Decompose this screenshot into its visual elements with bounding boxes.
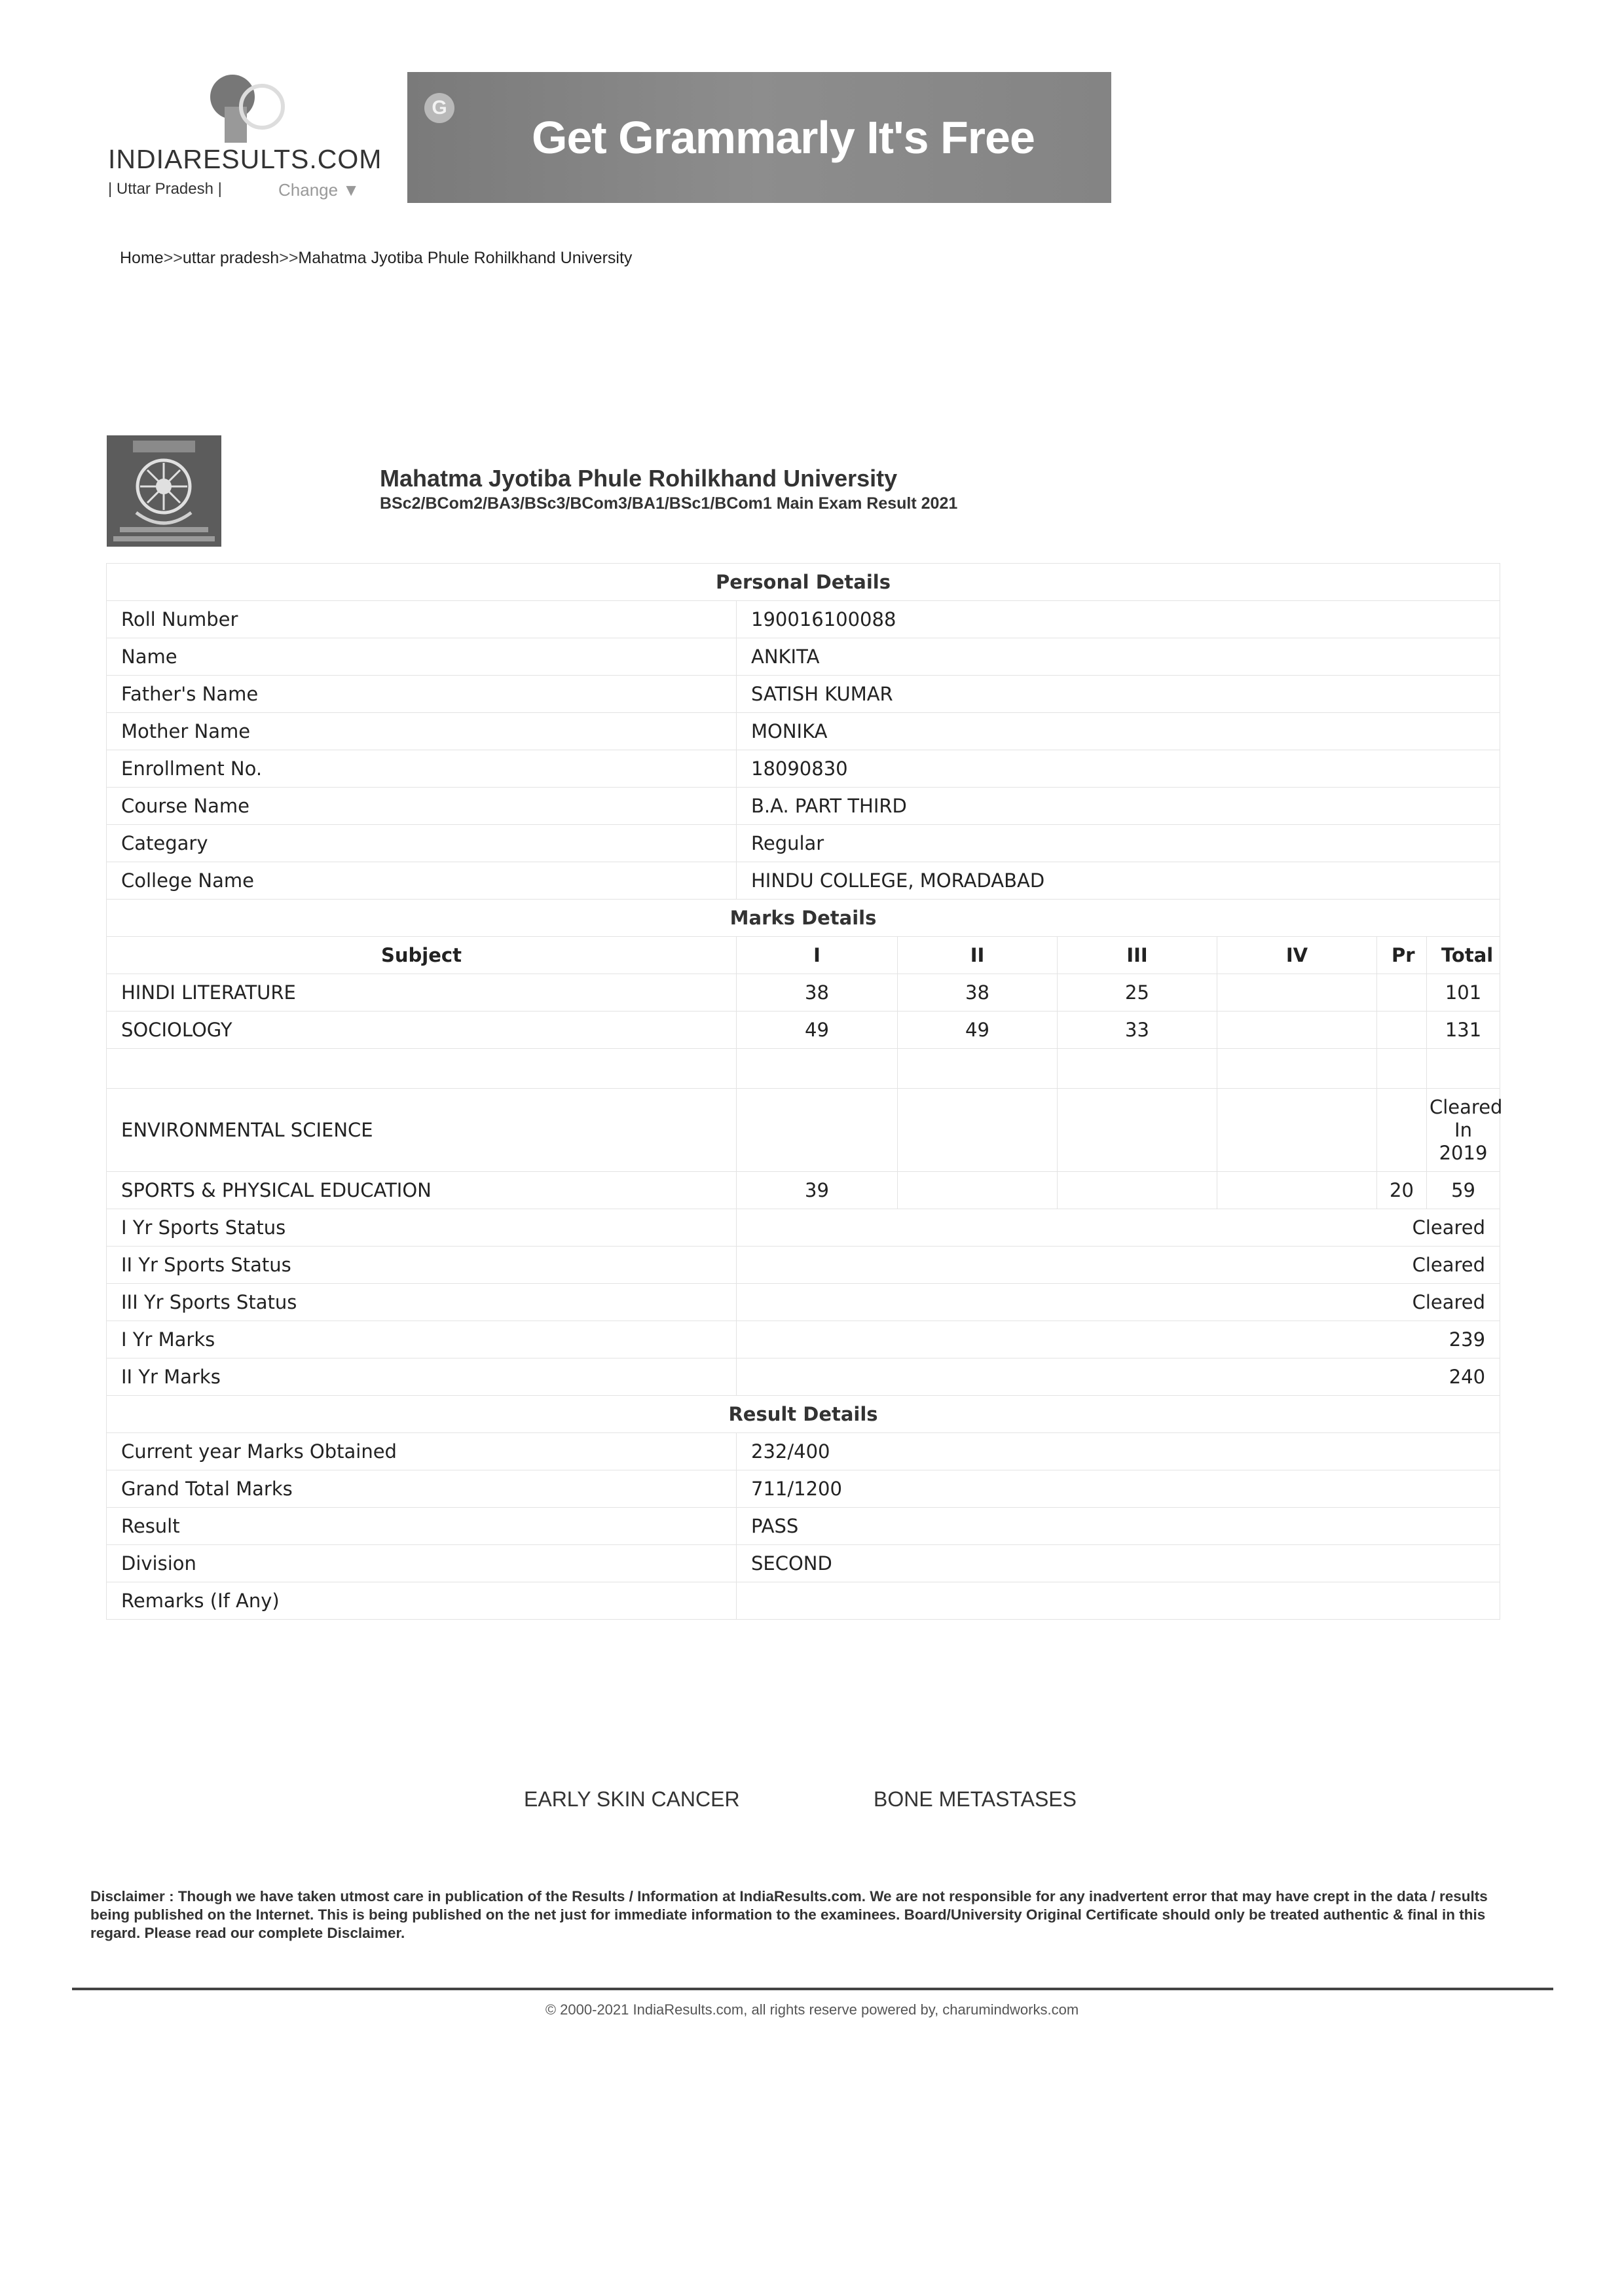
mark-pr: 20 — [1377, 1172, 1427, 1209]
status-label: II Yr Sports Status — [107, 1247, 737, 1284]
subject-name: SPORTS & PHYSICAL EDUCATION — [107, 1172, 737, 1209]
copyright-text: © 2000-2021 IndiaResults.com, all rights reserve powered by, charumindworks.com — [545, 2001, 1079, 2018]
field-value: 232/400 — [737, 1433, 1500, 1470]
field-label: Roll Number — [107, 601, 737, 638]
empty-row — [107, 1049, 1500, 1089]
logo-text: INDIARESULTS.COM — [108, 144, 382, 174]
empty-cell — [1058, 1049, 1217, 1089]
mark-iv — [1217, 974, 1377, 1011]
mark-ii: 38 — [898, 974, 1058, 1011]
env-status-line: Cleared — [1430, 1095, 1503, 1118]
field-label: Mother Name — [107, 713, 737, 750]
personal-details-heading: Personal Details — [107, 564, 1500, 601]
breadcrumb — [120, 249, 632, 268]
breadcrumb-state[interactable]: uttar pradesh — [182, 249, 280, 267]
column-header-iii: III — [1058, 937, 1217, 974]
personal-row-mother-name — [107, 713, 1500, 750]
subject-row — [107, 974, 1500, 1011]
mark-i: 38 — [737, 974, 898, 1011]
field-value: SATISH KUMAR — [737, 676, 1500, 713]
status-label: I Yr Sports Status — [107, 1209, 737, 1247]
field-value: 190016100088 — [737, 601, 1500, 638]
personal-row-name — [107, 638, 1500, 676]
field-value — [737, 1582, 1500, 1620]
empty-cell — [1058, 1172, 1217, 1209]
empty-cell — [1058, 1089, 1217, 1172]
empty-cell — [898, 1172, 1058, 1209]
field-label: College Name — [107, 862, 737, 900]
disclaimer-text: Disclaimer : Though we have taken utmost care in publication of the Results / Information at IndiaResults.com. We are not responsible for any inadvertent error that may have crept in the data / results being published on the Internet. This is being published on the net just for immediate information to the examinees. Board/University Original Certificate should only be treated authentic & final in this regard. Please read our complete Disclaimer. — [90, 1888, 1488, 1941]
field-label: Remarks (If Any) — [107, 1582, 737, 1620]
change-state-link[interactable]: Change ▼ — [278, 180, 360, 200]
mark-i: 39 — [737, 1172, 898, 1209]
mark-i: 49 — [737, 1011, 898, 1049]
result-row-grand-total — [107, 1470, 1500, 1508]
link-bone-metastases[interactable]: BONE METASTASES — [874, 1787, 1077, 1811]
result-row-current-marks — [107, 1433, 1500, 1470]
field-label: Enrollment No. — [107, 750, 737, 788]
personal-row-enrollment — [107, 750, 1500, 788]
field-value: PASS — [737, 1508, 1500, 1545]
field-value: B.A. PART THIRD — [737, 788, 1500, 825]
field-value: HINDU COLLEGE, MORADABAD — [737, 862, 1500, 900]
status-row — [107, 1284, 1500, 1321]
field-value: 18090830 — [737, 750, 1500, 788]
subject-name: HINDI LITERATURE — [107, 974, 737, 1011]
result-details-heading-row — [107, 1396, 1500, 1433]
personal-row-course — [107, 788, 1500, 825]
column-header-ii: II — [898, 937, 1058, 974]
empty-cell — [1217, 1172, 1377, 1209]
mark-ii: 49 — [898, 1011, 1058, 1049]
empty-cell — [1427, 1049, 1500, 1089]
column-header-subject: Subject — [107, 937, 737, 974]
field-value: SECOND — [737, 1545, 1500, 1582]
subject-name: SOCIOLOGY — [107, 1011, 737, 1049]
env-status-line: In — [1454, 1118, 1472, 1141]
column-header-i: I — [737, 937, 898, 974]
university-title: Mahatma Jyotiba Phule Rohilkhand University — [380, 465, 898, 492]
field-value: 711/1200 — [737, 1470, 1500, 1508]
site-logo[interactable] — [105, 62, 382, 206]
field-value: Regular — [737, 825, 1500, 862]
grammarly-ad-banner[interactable] — [407, 72, 1111, 203]
mark-iii: 25 — [1058, 974, 1217, 1011]
breadcrumb-university[interactable]: Mahatma Jyotiba Phule Rohilkhand University — [298, 249, 633, 267]
result-details-heading: Result Details — [107, 1396, 1500, 1433]
empty-cell — [898, 1089, 1058, 1172]
status-label: I Yr Marks — [107, 1321, 737, 1358]
university-logo-icon — [107, 435, 221, 547]
ad-text: Get Grammarly It's Free — [532, 112, 1035, 163]
status-label: III Yr Sports Status — [107, 1284, 737, 1321]
logo-mark-icon — [206, 67, 285, 146]
result-table — [106, 563, 1503, 1620]
field-label: Categary — [107, 825, 737, 862]
result-row-remarks — [107, 1582, 1500, 1620]
subject-row — [107, 1011, 1500, 1049]
field-label: Name — [107, 638, 737, 676]
empty-cell — [1377, 1089, 1427, 1172]
marks-details-heading: Marks Details — [107, 900, 1500, 937]
mark-total: 101 — [1427, 974, 1500, 1011]
field-label: Result — [107, 1508, 737, 1545]
grammarly-g-icon: G — [424, 93, 454, 123]
env-status-line: 2019 — [1439, 1141, 1488, 1164]
breadcrumb-home[interactable]: Home — [120, 249, 164, 267]
mark-pr — [1377, 1011, 1427, 1049]
field-label: Current year Marks Obtained — [107, 1433, 737, 1470]
personal-row-college — [107, 862, 1500, 900]
breadcrumb-separator: >> — [279, 249, 299, 267]
status-value: 239 — [737, 1321, 1500, 1358]
link-early-skin-cancer[interactable]: EARLY SKIN CANCER — [524, 1787, 740, 1811]
empty-cell — [1217, 1049, 1377, 1089]
field-label: Course Name — [107, 788, 737, 825]
status-row — [107, 1209, 1500, 1247]
breadcrumb-separator: >> — [163, 249, 183, 267]
empty-cell — [737, 1049, 898, 1089]
status-value: Cleared — [737, 1209, 1500, 1247]
status-value: Cleared — [737, 1247, 1500, 1284]
status-value: Cleared — [737, 1284, 1500, 1321]
column-header-iv: IV — [1217, 937, 1377, 974]
subject-name: ENVIRONMENTAL SCIENCE — [107, 1089, 737, 1172]
mark-total: 131 — [1427, 1011, 1500, 1049]
column-header-pr: Pr — [1377, 937, 1427, 974]
marks-column-header-row — [107, 937, 1500, 974]
result-row-division — [107, 1545, 1500, 1582]
mark-iv — [1217, 1011, 1377, 1049]
empty-cell — [107, 1049, 737, 1089]
empty-cell — [1377, 1049, 1427, 1089]
status-row — [107, 1358, 1500, 1396]
status-label: II Yr Marks — [107, 1358, 737, 1396]
field-value: ANKITA — [737, 638, 1500, 676]
personal-row-category — [107, 825, 1500, 862]
subject-row-environmental — [107, 1089, 1500, 1172]
footer-divider — [72, 1988, 1553, 1990]
result-row-result — [107, 1508, 1500, 1545]
state-label: | Uttar Pradesh | — [108, 180, 222, 198]
mark-total: 59 — [1427, 1172, 1500, 1209]
status-row — [107, 1321, 1500, 1358]
status-row — [107, 1247, 1500, 1284]
column-header-total: Total — [1427, 937, 1500, 974]
empty-cell — [1217, 1089, 1377, 1172]
mark-pr — [1377, 974, 1427, 1011]
field-value: MONIKA — [737, 713, 1500, 750]
empty-cell — [737, 1089, 898, 1172]
mark-iii: 33 — [1058, 1011, 1217, 1049]
field-label: Father's Name — [107, 676, 737, 713]
subject-row-sports — [107, 1172, 1500, 1209]
empty-cell — [898, 1049, 1058, 1089]
field-label: Division — [107, 1545, 737, 1582]
personal-details-heading-row — [107, 564, 1500, 601]
personal-row-roll-number — [107, 601, 1500, 638]
personal-row-father-name — [107, 676, 1500, 713]
marks-details-heading-row — [107, 900, 1500, 937]
field-label: Grand Total Marks — [107, 1470, 737, 1508]
status-value: 240 — [737, 1358, 1500, 1396]
exam-subtitle: BSc2/BCom2/BA3/BSc3/BCom3/BA1/BSc1/BCom1 Main Exam Result 2021 — [380, 494, 958, 513]
env-total — [1427, 1089, 1503, 1172]
